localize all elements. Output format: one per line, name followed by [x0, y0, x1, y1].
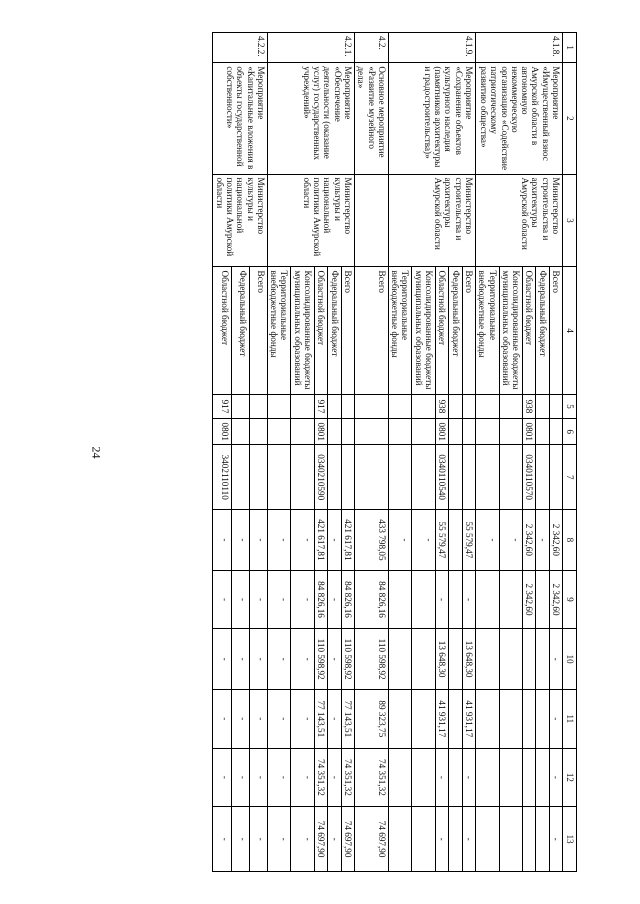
table-cell: 41 931,17	[462, 689, 475, 748]
table-cell	[475, 394, 499, 418]
column-header: 7	[563, 445, 577, 510]
table-cell: -	[249, 570, 267, 629]
table-cell	[523, 689, 536, 748]
table-cell: -	[213, 510, 231, 571]
table-cell	[328, 445, 341, 510]
funding-source: Всего	[249, 267, 267, 394]
table-cell	[549, 394, 562, 418]
table-cell: -	[213, 629, 231, 690]
table-cell: -	[462, 748, 475, 807]
table-cell: -	[328, 510, 341, 571]
table-cell: -	[328, 629, 341, 690]
table-cell	[412, 629, 436, 690]
table-cell: -	[213, 748, 231, 807]
table-row	[354, 33, 388, 872]
table-cell: 110 598,92	[354, 629, 388, 690]
table-cell	[449, 689, 462, 748]
table-cell	[499, 689, 523, 748]
table-cell: -	[328, 748, 341, 807]
table-cell: -	[328, 689, 341, 748]
row-code: 4.1.8.	[475, 33, 562, 63]
column-header: 5	[563, 394, 577, 418]
table-cell: 55 579,47	[462, 510, 475, 571]
funding-source: Консолидированные бюджеты муниципальных образований	[291, 267, 315, 394]
table-cell: 421 617,81	[341, 510, 354, 571]
funding-source: Федеральный бюджет	[328, 267, 341, 394]
table-cell: -	[267, 629, 291, 690]
table-cell	[499, 445, 523, 510]
table-cell: -	[249, 748, 267, 807]
table-cell	[499, 570, 523, 629]
executor-name: Министерство строительства и архитектуры Амурской области	[475, 174, 562, 267]
table-cell: -	[213, 689, 231, 748]
executor-name: Министерство культуры и национальной политики Амурской области	[213, 174, 267, 267]
table-cell	[291, 394, 315, 418]
funding-source: Территориальные внебюджетные фонды	[388, 267, 412, 394]
executor-name	[354, 174, 388, 267]
table-cell	[388, 689, 412, 748]
table-cell	[249, 394, 267, 418]
table-cell: -	[412, 510, 436, 571]
funding-source: Областной бюджет	[315, 267, 328, 394]
table-cell	[328, 419, 341, 445]
row-code: 4.2.1.	[267, 33, 354, 63]
table-cell	[549, 445, 562, 510]
table-cell: -	[267, 689, 291, 748]
table-cell	[354, 445, 388, 510]
table-cell	[412, 748, 436, 807]
table-cell	[475, 445, 499, 510]
table-cell: 0801	[436, 419, 449, 445]
table-cell	[388, 807, 412, 872]
funding-source: Всего	[354, 267, 388, 394]
table-cell	[388, 445, 412, 510]
table-cell	[536, 394, 549, 418]
table-cell: 938	[523, 394, 536, 418]
table-cell	[449, 570, 462, 629]
table-cell	[388, 570, 412, 629]
funding-source: Областной бюджет	[213, 267, 231, 394]
funding-source: Всего	[462, 267, 475, 394]
table-cell: 110 598,92	[315, 629, 328, 690]
table-row	[462, 33, 475, 872]
table-cell	[388, 629, 412, 690]
table-cell: -	[249, 510, 267, 571]
table-cell	[328, 394, 341, 418]
table-cell: 55 579,47	[436, 510, 449, 571]
table-cell	[462, 419, 475, 445]
column-header: 10	[563, 629, 577, 690]
table-cell: -	[213, 807, 231, 872]
table-cell	[354, 394, 388, 418]
table-cell: 3402110110	[213, 445, 231, 510]
row-code: 4.2.2.	[213, 33, 267, 63]
table-cell: -	[267, 748, 291, 807]
table-cell	[462, 394, 475, 418]
table-cell: -	[475, 510, 499, 571]
column-header: 11	[563, 689, 577, 748]
column-header: 6	[563, 419, 577, 445]
table-cell: -	[291, 629, 315, 690]
column-header: 8	[563, 510, 577, 571]
event-name: Мероприятие «Сохранение объектов культурного наследия (памятников архитектуры и градостроительства)»	[388, 63, 475, 174]
table-cell	[341, 445, 354, 510]
table-body	[213, 33, 563, 872]
column-header: 1	[563, 33, 577, 63]
table-cell	[499, 394, 523, 418]
table-cell	[341, 419, 354, 445]
column-header: 4	[563, 267, 577, 394]
table-row	[249, 33, 267, 872]
table-cell: -	[462, 807, 475, 872]
table-cell	[249, 445, 267, 510]
funding-source: Территориальные внебюджетные фонды	[267, 267, 291, 394]
column-header: 3	[563, 174, 577, 267]
table-cell: -	[291, 510, 315, 571]
table-cell	[388, 419, 412, 445]
table-cell: -	[291, 807, 315, 872]
table-cell	[267, 394, 291, 418]
table-cell: -	[249, 689, 267, 748]
table-cell	[412, 570, 436, 629]
table-cell: 74 697,90	[341, 807, 354, 872]
table-cell	[523, 748, 536, 807]
table-cell	[449, 445, 462, 510]
funding-source: Всего	[549, 267, 562, 394]
table-cell	[341, 394, 354, 418]
executor-name: Министерство строительства и архитектуры Амурской области	[388, 174, 475, 267]
funding-source: Областной бюджет	[436, 267, 449, 394]
table-cell: -	[267, 807, 291, 872]
table-cell: 2 342,60	[523, 570, 536, 629]
table-cell	[267, 419, 291, 445]
table-cell	[536, 748, 549, 807]
table-cell	[536, 689, 549, 748]
table-cell: -	[549, 689, 562, 748]
table-cell: 917	[315, 394, 328, 418]
table-cell	[449, 807, 462, 872]
table-cell	[449, 394, 462, 418]
event-name: Основное мероприятие «Развитие музейного дела»	[354, 63, 388, 174]
table-cell: 433 798,05	[354, 510, 388, 571]
table-cell	[231, 445, 249, 510]
event-name: Мероприятие «Обеспечение деятельности (оказание услуг) государственных учреждений»	[267, 63, 354, 174]
table-cell: 2 342,60	[523, 510, 536, 571]
table-cell	[449, 629, 462, 690]
table-cell	[523, 629, 536, 690]
table-cell: -	[291, 570, 315, 629]
table-cell: 0340110570	[523, 445, 536, 510]
table-cell: 74 351,32	[341, 748, 354, 807]
row-code: 4.2.	[354, 33, 388, 63]
table-cell	[523, 807, 536, 872]
funding-source: Консолидированные бюджеты муниципальных образований	[412, 267, 436, 394]
table-cell	[549, 419, 562, 445]
event-name: Мероприятие «Имущественный взнос Амурской области в автономную некоммерческую организацию «Содействие патриотическому развитию общества»	[475, 63, 562, 174]
row-code: 4.1.9.	[388, 33, 475, 63]
table-cell: 74 697,90	[354, 807, 388, 872]
table-cell	[536, 807, 549, 872]
table-cell	[536, 570, 549, 629]
table-cell: 84 826,16	[315, 570, 328, 629]
table-cell: -	[267, 510, 291, 571]
budget-table-container	[107, 32, 577, 872]
table-cell: 74 697,90	[315, 807, 328, 872]
table-cell: 74 351,32	[315, 748, 328, 807]
funding-source: Всего	[341, 267, 354, 394]
table-cell: 0801	[315, 419, 328, 445]
table-cell	[475, 570, 499, 629]
event-name: Мероприятие «Капитальные вложения в объекты государственной собственности»	[213, 63, 267, 174]
table-cell: 13 648,30	[462, 629, 475, 690]
table-cell	[388, 394, 412, 418]
table-row	[549, 33, 562, 872]
table-cell	[475, 629, 499, 690]
funding-source: Федеральный бюджет	[231, 267, 249, 394]
table-cell: 917	[213, 394, 231, 418]
table-cell: -	[231, 629, 249, 690]
table-cell	[449, 748, 462, 807]
table-cell: -	[549, 629, 562, 690]
table-cell	[291, 419, 315, 445]
table-row	[341, 33, 354, 872]
table-cell: -	[436, 570, 449, 629]
table-cell: -	[231, 748, 249, 807]
table-cell	[475, 807, 499, 872]
table-cell: 2 342,60	[549, 570, 562, 629]
table-cell	[536, 445, 549, 510]
table-cell: -	[249, 807, 267, 872]
column-header: 13	[563, 807, 577, 872]
table-cell: 2 342,60	[549, 510, 562, 571]
funding-source: Федеральный бюджет	[449, 267, 462, 394]
column-header: 12	[563, 748, 577, 807]
table-cell: -	[231, 807, 249, 872]
page-number: 24	[89, 446, 104, 459]
table-cell: 41 931,17	[436, 689, 449, 748]
table-cell: -	[249, 629, 267, 690]
table-cell: -	[291, 689, 315, 748]
table-cell	[499, 748, 523, 807]
table-cell: -	[328, 807, 341, 872]
table-cell: -	[462, 570, 475, 629]
table-cell: 110 598,92	[341, 629, 354, 690]
table-cell: -	[213, 570, 231, 629]
table-cell	[291, 445, 315, 510]
table-cell	[249, 419, 267, 445]
table-cell	[231, 419, 249, 445]
table-cell: 0801	[213, 419, 231, 445]
table-cell	[536, 419, 549, 445]
table-cell: -	[328, 570, 341, 629]
table-cell: -	[388, 510, 412, 571]
table-cell: 77 143,51	[315, 689, 328, 748]
column-header: 9	[563, 570, 577, 629]
executor-name: Министерство культуры и национальной политики Амурской области	[267, 174, 354, 267]
table-cell	[388, 748, 412, 807]
header-row	[563, 33, 577, 872]
column-header: 2	[563, 63, 577, 174]
table-cell	[475, 419, 499, 445]
table-cell: -	[267, 570, 291, 629]
table-cell	[412, 807, 436, 872]
funding-source: Консолидированные бюджеты муниципальных образований	[499, 267, 523, 394]
table-cell	[499, 419, 523, 445]
table-cell	[267, 445, 291, 510]
table-cell	[354, 419, 388, 445]
budget-table	[212, 32, 577, 872]
table-cell: -	[231, 510, 249, 571]
table-cell: -	[549, 807, 562, 872]
table-cell: 77 143,51	[341, 689, 354, 748]
table-cell	[449, 419, 462, 445]
table-cell: 84 826,16	[354, 570, 388, 629]
table-cell	[475, 689, 499, 748]
table-cell	[412, 689, 436, 748]
table-cell: 938	[436, 394, 449, 418]
table-cell	[499, 807, 523, 872]
table-cell: -	[231, 570, 249, 629]
table-cell	[231, 394, 249, 418]
table-cell: 421 617,81	[315, 510, 328, 571]
table-cell	[412, 419, 436, 445]
funding-source: Областной бюджет	[523, 267, 536, 394]
table-cell: 0340110540	[436, 445, 449, 510]
table-cell: 0340210590	[315, 445, 328, 510]
table-cell	[536, 629, 549, 690]
table-cell: 74 351,32	[354, 748, 388, 807]
table-cell	[449, 510, 462, 571]
table-cell	[412, 445, 436, 510]
table-cell	[412, 394, 436, 418]
table-cell: -	[499, 510, 523, 571]
table-cell: 13 648,30	[436, 629, 449, 690]
table-cell: 89 323,75	[354, 689, 388, 748]
table-cell	[499, 629, 523, 690]
table-cell	[475, 748, 499, 807]
table-cell: -	[291, 748, 315, 807]
table-cell: -	[536, 510, 549, 571]
funding-source: Федеральный бюджет	[536, 267, 549, 394]
table-cell: -	[549, 748, 562, 807]
table-cell: 84 826,16	[341, 570, 354, 629]
table-cell: -	[436, 807, 449, 872]
table-cell: 0801	[523, 419, 536, 445]
funding-source: Территориальные внебюджетные фонды	[475, 267, 499, 394]
table-cell	[462, 445, 475, 510]
table-cell: -	[436, 748, 449, 807]
table-cell: -	[231, 689, 249, 748]
